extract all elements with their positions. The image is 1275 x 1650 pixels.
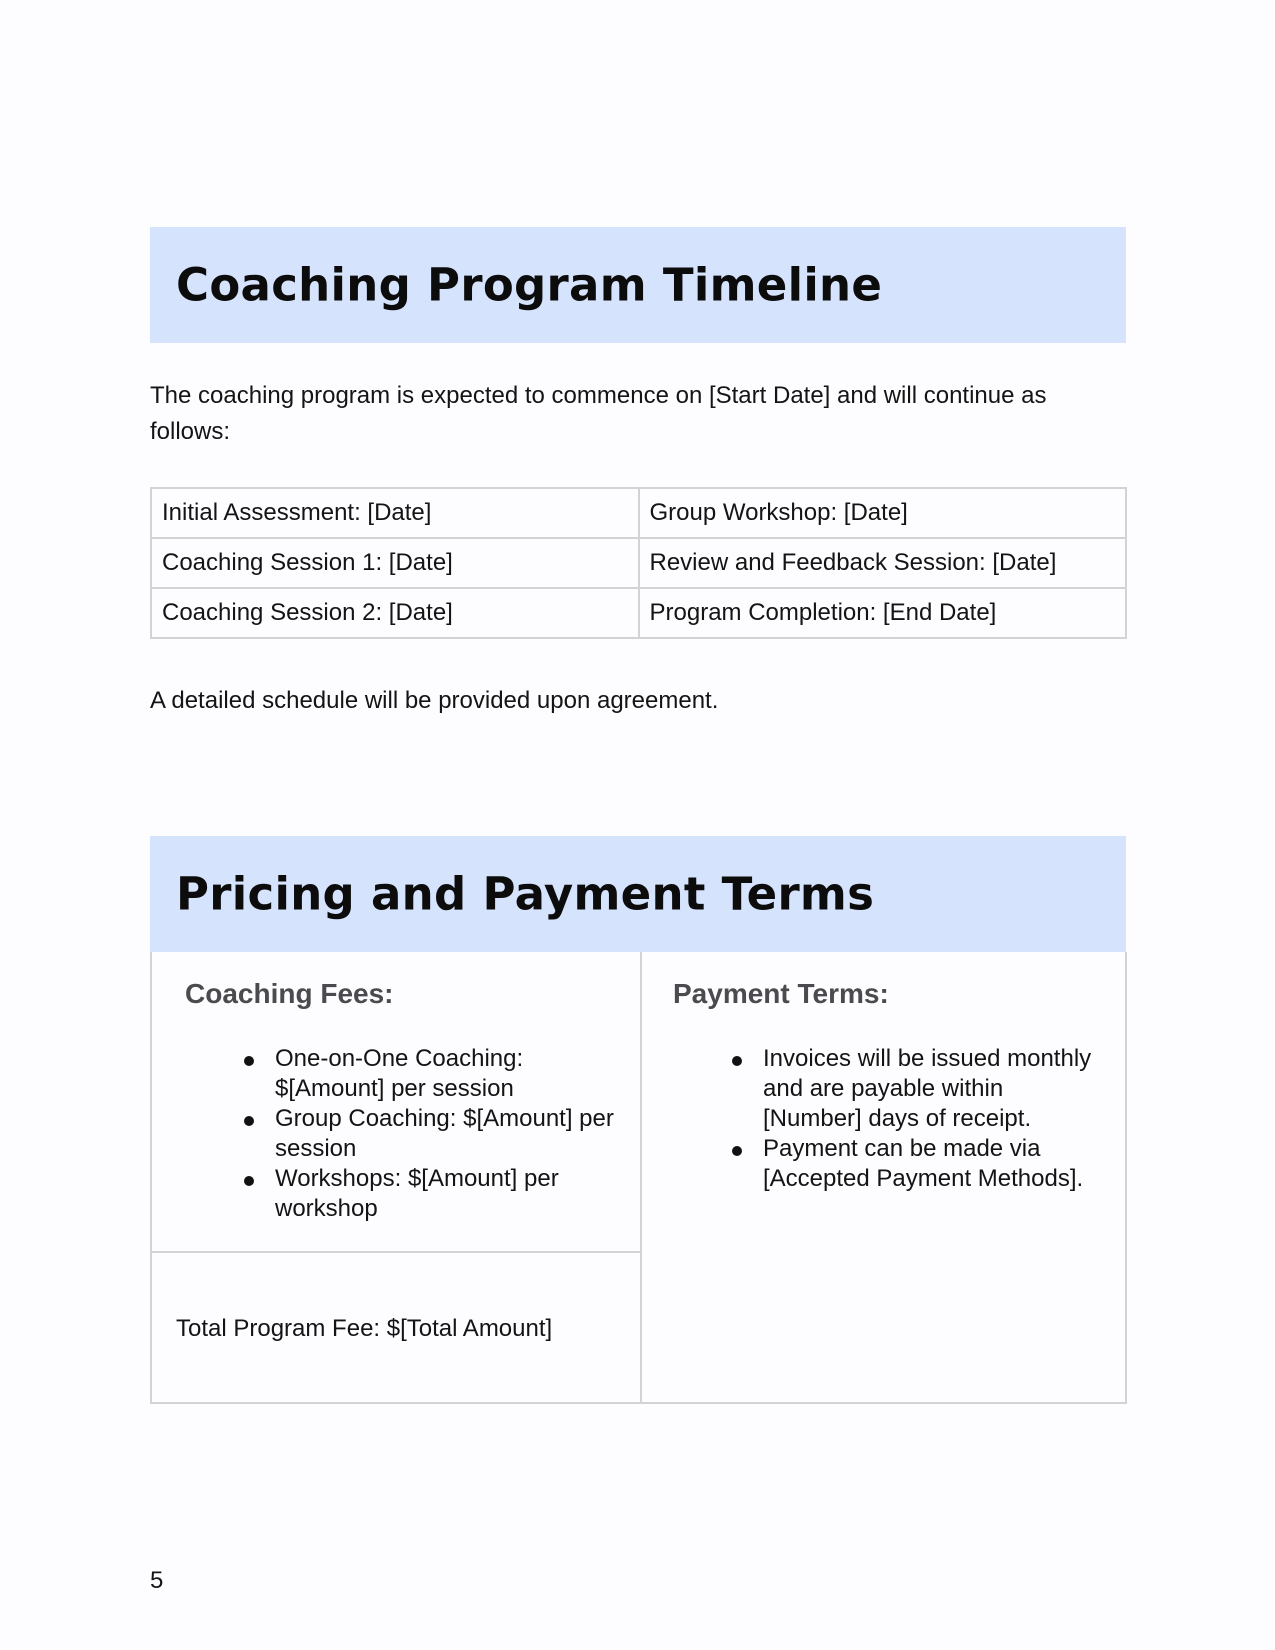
- table-cell: Program Completion: [End Date]: [639, 588, 1127, 638]
- pricing-grid: [150, 952, 1127, 1404]
- table-cell: Coaching Session 1: [Date]: [151, 538, 639, 588]
- list-item: Payment can be made via [Accepted Payment Methods].: [667, 1134, 1107, 1194]
- table-cell: Initial Assessment: [Date]: [151, 488, 639, 538]
- table-row: [151, 538, 1126, 588]
- list-item: Workshops: $[Amount] per workshop: [179, 1164, 619, 1224]
- row-divider: [152, 1251, 640, 1253]
- coaching-fees-heading: Coaching Fees:: [185, 978, 394, 1009]
- payment-terms-list: [667, 1044, 1107, 1194]
- table-row: [151, 588, 1126, 638]
- pricing-title: Pricing and Payment Terms: [176, 867, 875, 921]
- coaching-fees-list: [179, 1044, 619, 1224]
- table-row: [151, 488, 1126, 538]
- list-item: Invoices will be issued monthly and are payable within [Number] days of receipt.: [667, 1044, 1107, 1134]
- timeline-title: Coaching Program Timeline: [176, 258, 883, 312]
- schedule-note: A detailed schedule will be provided upon agreement.: [150, 687, 719, 714]
- timeline-intro: The coaching program is expected to commence on [Start Date] and will continue as follows:: [150, 382, 1047, 445]
- page-number: 5: [150, 1567, 164, 1594]
- timeline-section-header: [150, 227, 1126, 343]
- table-cell: Coaching Session 2: [Date]: [151, 588, 639, 638]
- total-program-fee: Total Program Fee: $[Total Amount]: [176, 1315, 553, 1342]
- column-divider: [640, 952, 642, 1402]
- table-cell: Group Workshop: [Date]: [639, 488, 1127, 538]
- pricing-section-header: [150, 836, 1126, 952]
- timeline-table: [150, 487, 1127, 639]
- table-cell: Review and Feedback Session: [Date]: [639, 538, 1127, 588]
- list-item: One-on-One Coaching: $[Amount] per session: [179, 1044, 619, 1104]
- payment-terms-heading: Payment Terms:: [673, 978, 889, 1009]
- list-item: Group Coaching: $[Amount] per session: [179, 1104, 619, 1164]
